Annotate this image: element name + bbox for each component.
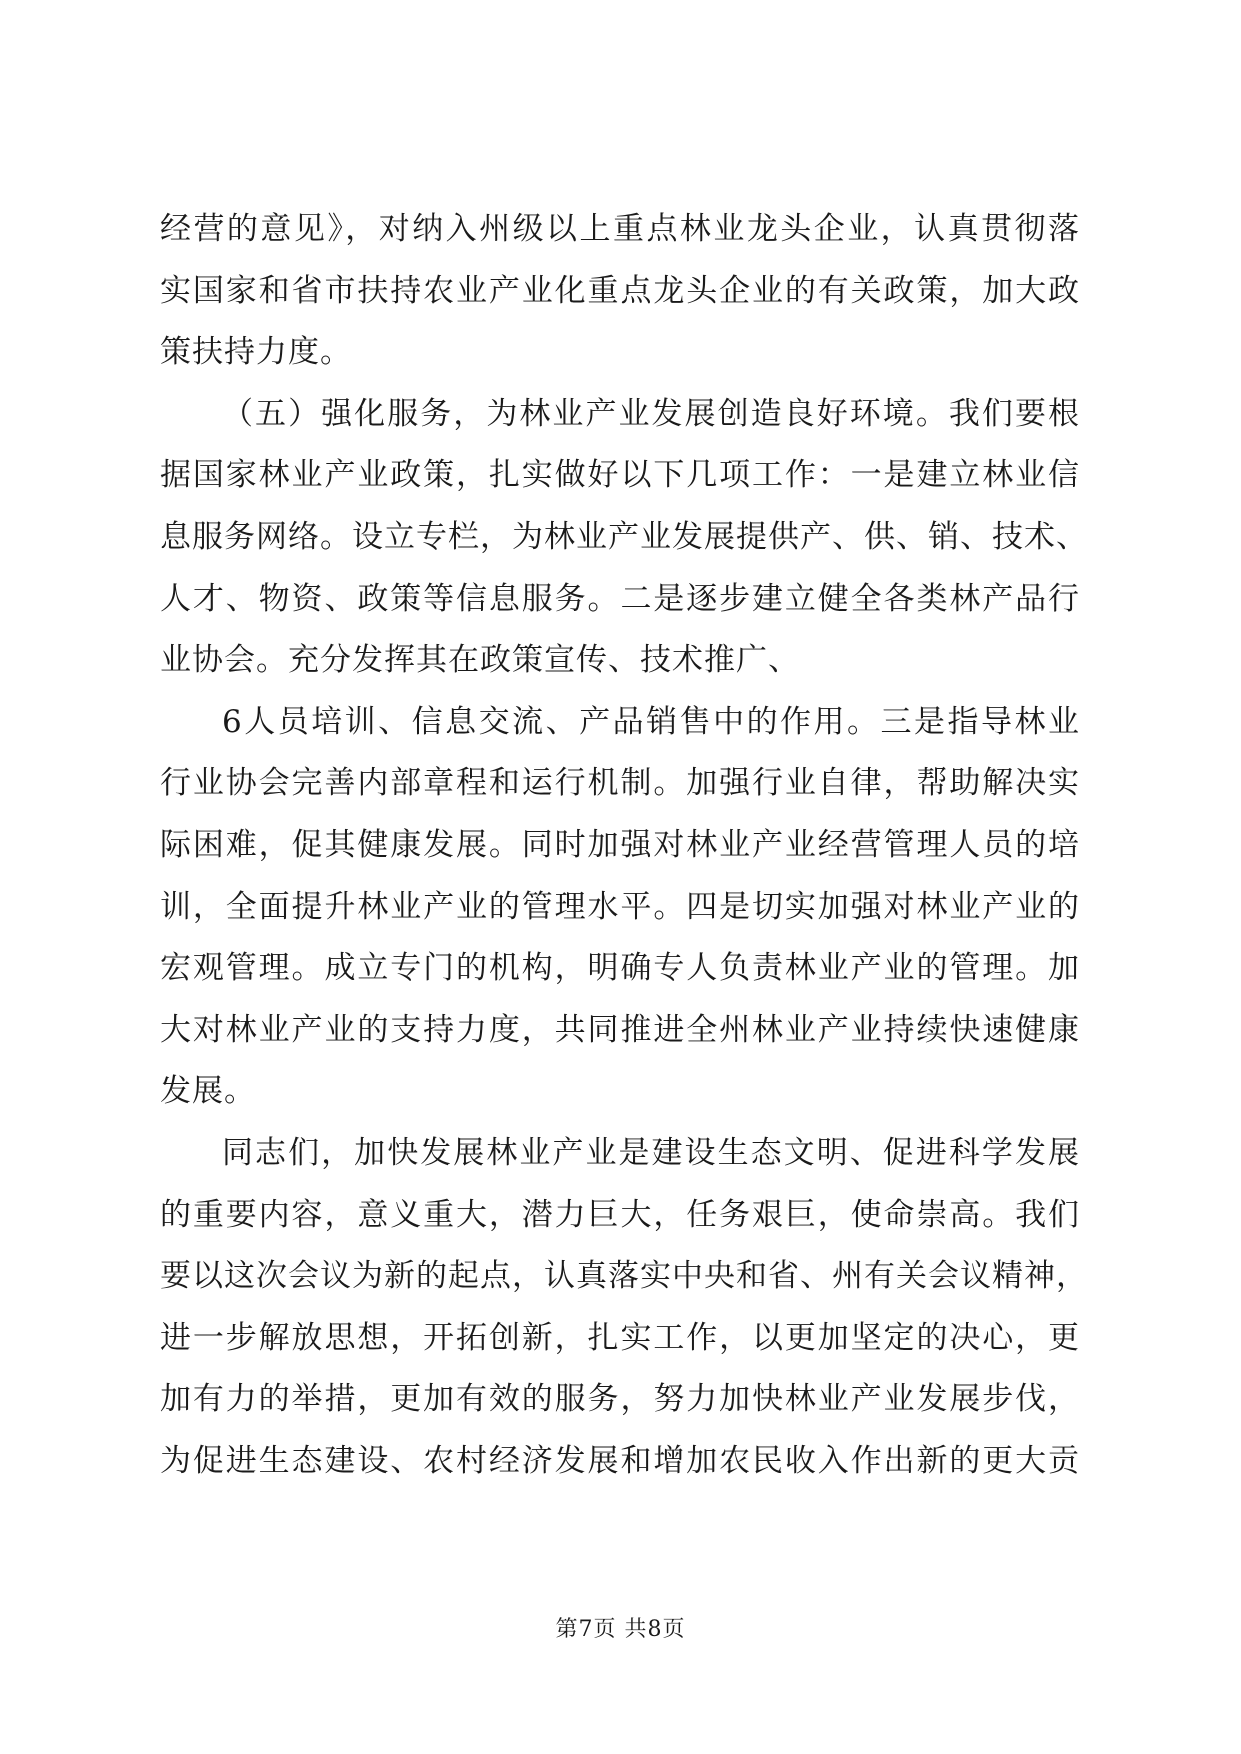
text-line: 实国家和省市扶持农业产业化重点龙头企业的有关政策，加大政 xyxy=(160,272,1080,309)
text-line: 宏观管理。成立专门的机构，明确专人负责林业产业的管理。加 xyxy=(160,950,1080,987)
text-line: 人才、物资、政策等信息服务。二是逐步建立健全各类林产品行 xyxy=(160,580,1080,617)
text-line: 策扶持力度。 xyxy=(160,334,352,371)
text-line: 6人员培训、信息交流、产品销售中的作用。三是指导林业 xyxy=(222,703,1080,740)
text-line: 发展。 xyxy=(160,1073,256,1110)
text-line: 息服务网络。设立专栏，为林业产业发展提供产、供、销、技术、 xyxy=(160,518,1088,555)
text-line: 训，全面提升林业产业的管理水平。四是切实加强对林业产业的 xyxy=(160,888,1080,925)
text-line: 大对林业产业的支持力度，共同推进全州林业产业持续快速健康 xyxy=(160,1011,1080,1048)
text-line: 进一步解放思想，开拓创新，扎实工作，以更加坚定的决心，更 xyxy=(160,1319,1080,1356)
text-line: 加有力的举措，更加有效的服务，努力加快林业产业发展步伐， xyxy=(160,1381,1080,1418)
page-number-footer: 第7页 共8页 xyxy=(555,1617,686,1642)
text-line: （五）强化服务，为林业产业发展创造良好环境。我们要根 xyxy=(222,395,1080,432)
text-line: 为促进生态建设、农村经济发展和增加农民收入作出新的更大贡 xyxy=(160,1442,1080,1479)
text-line: 行业协会完善内部章程和运行机制。加强行业自律，帮助解决实 xyxy=(160,765,1080,802)
text-line: 同志们，加快发展林业产业是建设生态文明、促进科学发展 xyxy=(222,1134,1080,1171)
text-line: 经营的意见》，对纳入州级以上重点林业龙头企业，认真贯彻落 xyxy=(160,211,1080,247)
document-body xyxy=(160,199,1088,1492)
text-line: 据国家林业产业政策，扎实做好以下几项工作：一是建立林业信 xyxy=(160,457,1080,494)
text-line: 要以这次会议为新的起点，认真落实中央和省、州有关会议精神， xyxy=(160,1258,1088,1295)
text-line: 的重要内容，意义重大，潜力巨大，任务艰巨，使命崇高。我们 xyxy=(160,1196,1080,1233)
text-line: 业协会。充分发挥其在政策宣传、技术推广、 xyxy=(160,642,800,679)
text-line: 际困难，促其健康发展。同时加强对林业产业经营管理人员的培 xyxy=(160,826,1080,863)
